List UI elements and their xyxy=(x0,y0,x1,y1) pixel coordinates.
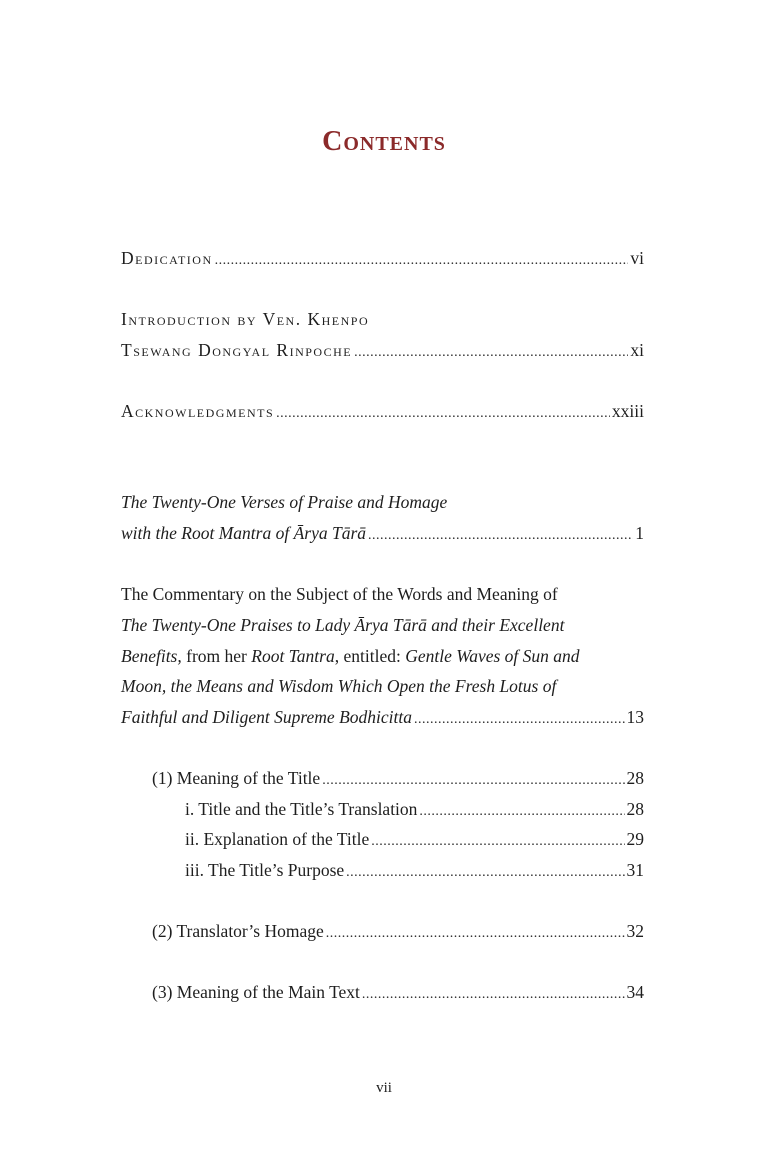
toc-page-number: 34 xyxy=(626,982,644,1002)
toc-entry-commentary-line1[interactable]: The Commentary on the Subject of the Words and Meaning of xyxy=(121,584,558,604)
toc-entry-label: (2) Translator’s Homage xyxy=(152,921,324,941)
leader-dots xyxy=(326,922,625,946)
toc-entry-translator-homage[interactable] xyxy=(152,919,644,943)
leader-dots xyxy=(371,830,624,854)
toc-entry-title-purpose[interactable] xyxy=(185,858,644,882)
toc-entry-verses[interactable] xyxy=(121,521,644,545)
toc-entry-title-translation[interactable] xyxy=(185,797,644,821)
leader-dots xyxy=(419,800,624,824)
toc-entry-meaning-title[interactable] xyxy=(152,766,644,790)
toc-page-number: vi xyxy=(630,248,644,268)
toc-page-number: 31 xyxy=(626,860,644,880)
toc-entry-commentary-line3[interactable] xyxy=(121,644,580,668)
toc-entry-label: (1) Meaning of the Title xyxy=(152,768,321,788)
leader-dots xyxy=(215,249,629,273)
page-number-folio: vii xyxy=(376,1080,392,1096)
commentary-benefits-text: Benefits, xyxy=(121,646,182,666)
toc-entry-commentary-line4[interactable]: Moon, the Means and Wisdom Which Open the Fresh Lotus of xyxy=(121,676,557,696)
leader-dots xyxy=(414,708,625,732)
toc-entry-label: i. Title and the Title’s Translation xyxy=(185,799,418,819)
toc-entry-commentary[interactable] xyxy=(121,705,644,729)
leader-dots xyxy=(354,341,628,365)
toc-page-number: 1 xyxy=(635,523,644,543)
toc-page-number: xxiii xyxy=(611,401,644,421)
toc-entry-label: ii. Explanation of the Title xyxy=(185,829,370,849)
toc-entry-introduction-line1[interactable]: Introduction by Ven. Khenpo xyxy=(121,309,370,329)
toc-entry-verses-line1[interactable]: The Twenty-One Verses of Praise and Homage xyxy=(121,492,448,512)
toc-entry-dedication[interactable] xyxy=(121,246,644,270)
commentary-from-text: from her xyxy=(181,646,252,666)
toc-entry-label: Tsewang Dongyal Rinpoche xyxy=(121,340,353,360)
leader-dots xyxy=(322,769,624,793)
page-title: Contents xyxy=(322,126,446,157)
toc-entry-label: Faithful and Diligent Supreme Bodhicitta xyxy=(121,707,412,727)
toc-entry-label: with the Root Mantra of Ārya Tārā xyxy=(121,523,366,543)
leader-dots xyxy=(346,861,624,885)
toc-entry-label: iii. The Title’s Purpose xyxy=(185,860,345,880)
toc-entry-label: Acknowledgments xyxy=(121,401,275,421)
toc-page-number: xi xyxy=(630,340,644,360)
leader-dots xyxy=(368,524,633,548)
toc-entry-acknowledgments[interactable] xyxy=(121,399,644,423)
toc-entry-explanation-title[interactable] xyxy=(185,827,644,851)
toc-page-number: 32 xyxy=(626,921,644,941)
toc-entry-commentary-line2[interactable]: The Twenty-One Praises to Lady Ārya Tārā and their Excellent xyxy=(121,615,565,635)
toc-entry-main-text[interactable] xyxy=(152,980,644,1004)
commentary-root-tantra-text: Root Tantra xyxy=(251,646,335,666)
toc-page-number: 29 xyxy=(626,829,644,849)
commentary-entitled-text: , entitled: xyxy=(334,646,406,666)
commentary-gentle-waves-text: Gentle Waves of Sun and xyxy=(405,646,580,666)
toc-entry-label: Dedication xyxy=(121,248,213,268)
leader-dots xyxy=(362,983,625,1007)
toc-page-number: 28 xyxy=(626,768,644,788)
toc-entry-introduction[interactable] xyxy=(121,338,644,362)
toc-page-number: 28 xyxy=(626,799,644,819)
leader-dots xyxy=(276,402,610,426)
toc-page-number: 13 xyxy=(626,707,644,727)
toc-entry-label: (3) Meaning of the Main Text xyxy=(152,982,360,1002)
